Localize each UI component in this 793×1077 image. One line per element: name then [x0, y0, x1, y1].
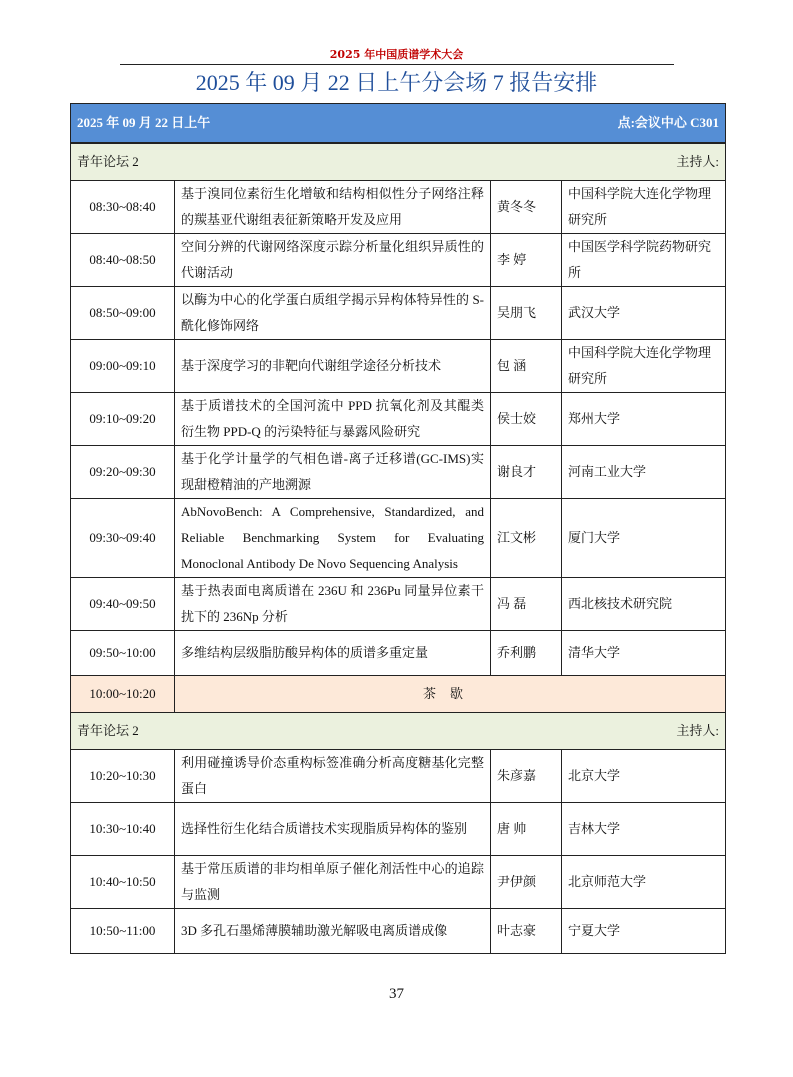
talk-title: 基于化学计量学的气相色谱-离子迁移谱(GC-IMS)实现甜橙精油的产地溯源: [175, 446, 491, 499]
talk-speaker: 唐 帅: [491, 803, 562, 856]
talk-speaker: 冯 磊: [491, 578, 562, 631]
table-row: [71, 287, 726, 340]
talk-org: 河南工业大学: [562, 446, 726, 499]
talk-speaker: 朱彦嘉: [491, 750, 562, 803]
break-row: [71, 676, 726, 713]
talk-title: 3D 多孔石墨烯薄膜辅助激光解吸电离质谱成像: [175, 909, 491, 954]
page-title: 2025 年 09 月 22 日上午分会场 7 报告安排: [195, 70, 598, 95]
talk-title: 基于溴同位素衍生化增敏和结构相似性分子网络注释的羰基亚代谢组表征新策略开发及应用: [175, 181, 491, 234]
talk-org: 宁夏大学: [562, 909, 726, 954]
talk-time: 09:00~09:10: [71, 340, 175, 393]
header-rule: [120, 64, 674, 65]
conference-name: 2025 年中国质谱学术大会: [329, 48, 464, 61]
talk-org: 北京大学: [562, 750, 726, 803]
talk-time: 10:50~11:00: [71, 909, 175, 954]
talk-speaker: 乔利鹏: [491, 631, 562, 676]
talk-time: 09:40~09:50: [71, 578, 175, 631]
table-header-cell: [71, 104, 726, 144]
session-date: 2025 年 09 月 22 日上午: [77, 115, 211, 130]
table-row: [71, 803, 726, 856]
table-row: [71, 393, 726, 446]
talk-title: 基于质谱技术的全国河流中 PPD 抗氧化剂及其醌类衍生物 PPD-Q 的污染特征与暴露风险研究: [175, 393, 491, 446]
table-header-row: [71, 104, 726, 144]
table-row: [71, 446, 726, 499]
talk-time: 09:30~09:40: [71, 499, 175, 578]
talk-time: 08:40~08:50: [71, 234, 175, 287]
section-row: [71, 713, 726, 750]
talk-title: 多维结构层级脂肪酸异构体的质谱多重定量: [175, 631, 491, 676]
talk-speaker: 叶志豪: [491, 909, 562, 954]
break-label: 茶歇: [175, 676, 726, 713]
talk-speaker: 侯士姣: [491, 393, 562, 446]
talk-speaker: 李 婷: [491, 234, 562, 287]
section-name: 青年论坛 2: [77, 154, 139, 169]
talk-org: 武汉大学: [562, 287, 726, 340]
section-row: [71, 143, 726, 181]
section-cell: [71, 143, 726, 181]
table-row: [71, 578, 726, 631]
talk-speaker: 包 涵: [491, 340, 562, 393]
talk-org: 中国医学科学院药物研究所: [562, 234, 726, 287]
talk-time: 08:50~09:00: [71, 287, 175, 340]
talk-org: 厦门大学: [562, 499, 726, 578]
table-row: [71, 340, 726, 393]
talk-title: 基于深度学习的非靶向代谢组学途径分析技术: [175, 340, 491, 393]
talk-speaker: 尹伊颜: [491, 856, 562, 909]
section-host-label: 主持人:: [676, 154, 720, 169]
talk-time: 10:30~10:40: [71, 803, 175, 856]
table-row: [71, 750, 726, 803]
table-row: [71, 909, 726, 954]
talk-title: 选择性衍生化结合质谱技术实现脂质异构体的鉴别: [175, 803, 491, 856]
talk-title: 以酶为中心的化学蛋白质组学揭示异构体特异性的 S-酰化修饰网络: [175, 287, 491, 340]
talk-time: 08:30~08:40: [71, 181, 175, 234]
talk-title: 基于常压质谱的非均相单原子催化剂活性中心的追踪与监测: [175, 856, 491, 909]
talk-title: 空间分辨的代谢网络深度示踪分析量化组织异质性的代谢活动: [175, 234, 491, 287]
talk-org: 北京师范大学: [562, 856, 726, 909]
talk-speaker: 吴朋飞: [491, 287, 562, 340]
talk-org: 清华大学: [562, 631, 726, 676]
talk-time: 09:50~10:00: [71, 631, 175, 676]
talk-title: AbNovoBench: A Comprehensive, Standardized, and Reliable Benchmarking System for Evaluating Monoclonal Antibody De Novo Sequencing Analysis: [175, 499, 491, 578]
talk-time: 10:20~10:30: [71, 750, 175, 803]
talk-org: 吉林大学: [562, 803, 726, 856]
talk-org: 中国科学院大连化学物理研究所: [562, 340, 726, 393]
section-cell: [71, 713, 726, 750]
break-time: 10:00~10:20: [71, 676, 175, 713]
section-host-label: 主持人:: [676, 723, 720, 738]
table-row: [71, 234, 726, 287]
talk-time: 10:40~10:50: [71, 856, 175, 909]
talk-time: 09:20~09:30: [71, 446, 175, 499]
talk-speaker: 谢良才: [491, 446, 562, 499]
table-row: [71, 856, 726, 909]
talk-org: 中国科学院大连化学物理研究所: [562, 181, 726, 234]
talk-org: 西北核技术研究院: [562, 578, 726, 631]
talk-title: 基于热表面电离质谱在 236U 和 236Pu 同量异位素干扰下的 236Np 分析: [175, 578, 491, 631]
talk-speaker: 黄冬冬: [491, 181, 562, 234]
section-name: 青年论坛 2: [77, 723, 139, 738]
talk-speaker: 江文彬: [491, 499, 562, 578]
table-row: [71, 181, 726, 234]
table-row: [71, 499, 726, 578]
table-row: [71, 631, 726, 676]
talk-title: 利用碰撞诱导价态重构标签准确分析高度糖基化完整蛋白: [175, 750, 491, 803]
talk-time: 09:10~09:20: [71, 393, 175, 446]
session-location: 点:会议中心 C301: [617, 115, 720, 130]
page-number: 37: [389, 986, 404, 1002]
talk-org: 郑州大学: [562, 393, 726, 446]
schedule-table: [70, 103, 726, 954]
